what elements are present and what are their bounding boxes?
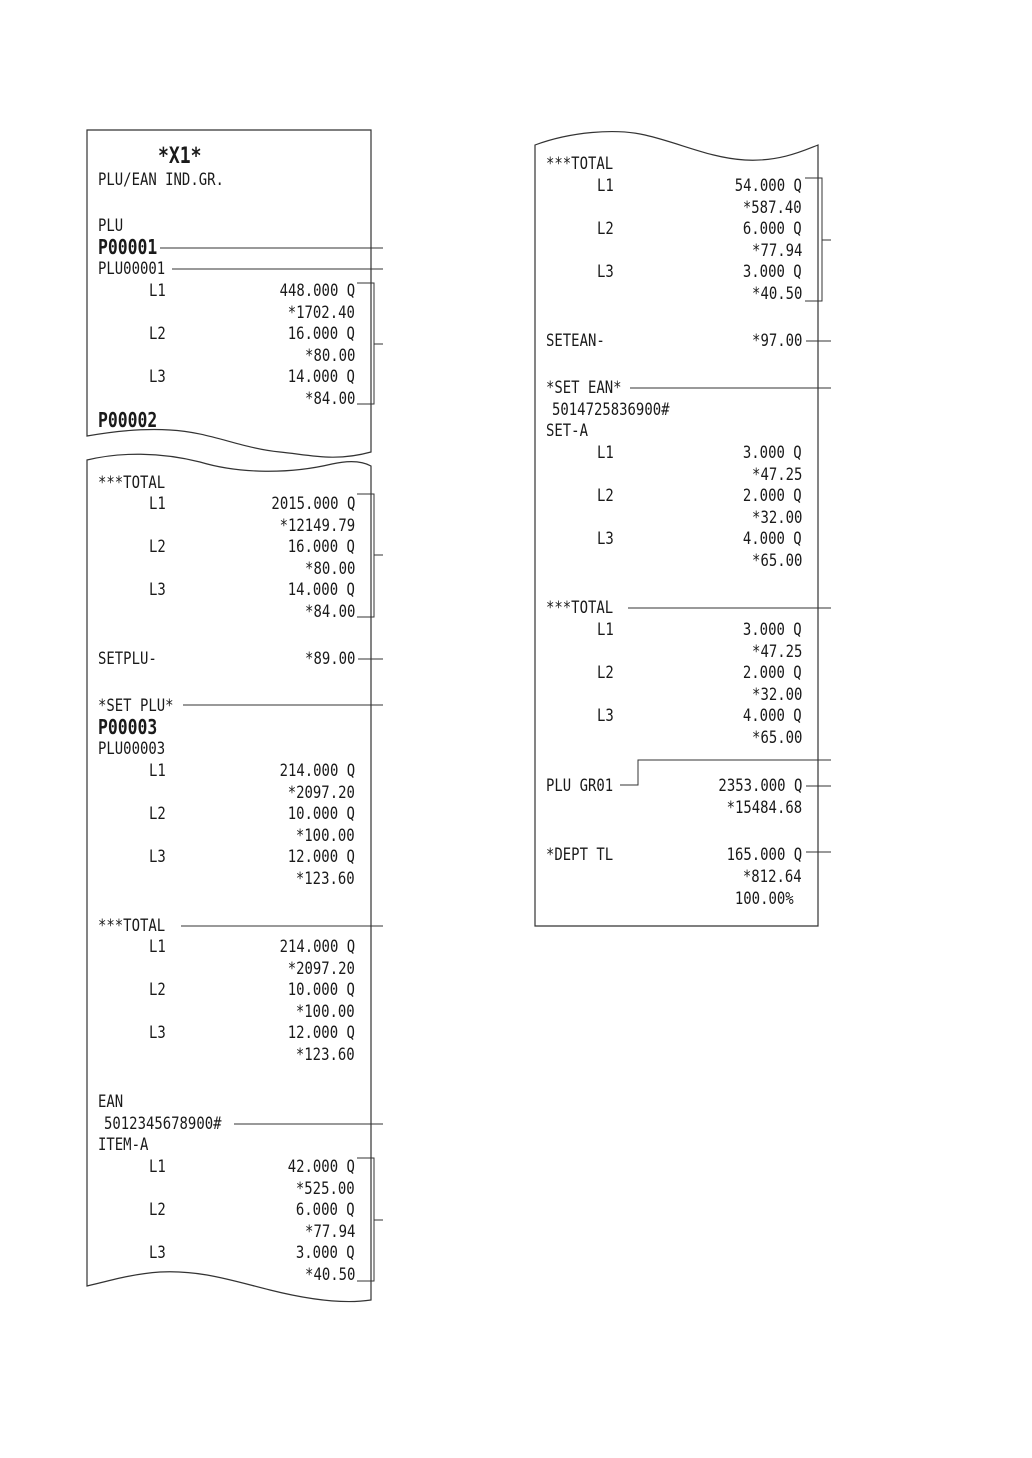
dept-tl-qty: 165.000 Q <box>726 845 802 865</box>
row-amount: *80.00 <box>304 346 355 366</box>
setean-label: SETEAN- <box>546 331 605 351</box>
row-amount: *84.00 <box>304 389 355 409</box>
row-label: L2 <box>149 980 166 1000</box>
row-amount: *40.50 <box>304 1265 355 1285</box>
set-plu-label: *SET PLU* <box>98 696 174 716</box>
row-amount: *80.00 <box>304 559 355 579</box>
row-amount: *2097.20 <box>287 959 355 979</box>
row-qty: 6.000 Q <box>743 219 802 239</box>
setean-amount: *97.00 <box>751 331 802 351</box>
setplu-label: SETPLU- <box>98 649 157 669</box>
plu-code: P00002 <box>98 408 158 432</box>
row-amount: *65.00 <box>751 551 802 571</box>
dept-tl-amount: *812.64 <box>743 867 802 887</box>
setplu-amount: *89.00 <box>304 649 355 669</box>
row-qty: 42.000 Q <box>287 1157 355 1177</box>
row-amount: *2097.20 <box>287 783 355 803</box>
row-amount: *47.25 <box>751 642 802 662</box>
row-label: L3 <box>597 262 614 282</box>
item-name: ITEM-A <box>98 1135 149 1155</box>
row-qty: 214.000 Q <box>279 937 355 957</box>
row-qty: 10.000 Q <box>287 980 355 1000</box>
dept-tl-percent: 100.00% <box>735 889 794 909</box>
row-label: L1 <box>597 443 614 463</box>
row-amount: *587.40 <box>743 198 802 218</box>
report-name: PLU/EAN IND.GR. <box>98 170 224 190</box>
row-amount: *84.00 <box>304 602 355 622</box>
item-name: SET-A <box>546 421 588 441</box>
row-label: L3 <box>149 1023 166 1043</box>
row-qty: 14.000 Q <box>287 580 355 600</box>
row-qty: 6.000 Q <box>296 1200 355 1220</box>
row-qty: 3.000 Q <box>743 262 802 282</box>
row-qty: 3.000 Q <box>743 443 802 463</box>
plu-group-label: PLU GR01 <box>546 776 614 796</box>
row-label: L2 <box>149 804 166 824</box>
row-amount: *40.50 <box>751 284 802 304</box>
row-label: L2 <box>149 1200 166 1220</box>
row-amount: *47.25 <box>751 465 802 485</box>
row-qty: 14.000 Q <box>287 367 355 387</box>
plu-name: PLU00003 <box>98 739 166 759</box>
section-label: PLU <box>98 216 124 236</box>
row-qty: 16.000 Q <box>287 537 355 557</box>
report-title: *X1* <box>158 144 202 169</box>
row-amount: *525.00 <box>296 1179 355 1199</box>
row-qty: 4.000 Q <box>743 706 802 726</box>
row-label: L3 <box>597 529 614 549</box>
row-qty: 16.000 Q <box>287 324 355 344</box>
row-label: L1 <box>597 620 614 640</box>
row-label: L2 <box>597 486 614 506</box>
row-label: L2 <box>149 537 166 557</box>
row-label: L3 <box>149 847 166 867</box>
row-amount: *77.94 <box>751 241 802 261</box>
row-label: L2 <box>597 663 614 683</box>
total-label: ***TOTAL <box>98 473 166 493</box>
row-label: L1 <box>149 1157 166 1177</box>
row-label: L1 <box>597 176 614 196</box>
total-label: ***TOTAL <box>546 598 614 618</box>
row-qty: 4.000 Q <box>743 529 802 549</box>
row-qty: 3.000 Q <box>296 1243 355 1263</box>
row-label: L1 <box>149 937 166 957</box>
row-label: L3 <box>149 367 166 387</box>
row-label: L1 <box>149 494 166 514</box>
row-amount: *65.00 <box>751 728 802 748</box>
row-amount: *1702.40 <box>287 303 355 323</box>
plu-name: PLU00001 <box>98 259 166 279</box>
row-amount: *123.60 <box>296 1045 355 1065</box>
row-qty: 2015.000 Q <box>271 494 355 514</box>
row-amount: *32.00 <box>751 508 802 528</box>
plu-code: P00001 <box>98 235 158 259</box>
row-label: L1 <box>149 761 166 781</box>
row-qty: 12.000 Q <box>287 847 355 867</box>
row-amount: *32.00 <box>751 685 802 705</box>
row-qty: 12.000 Q <box>287 1023 355 1043</box>
row-amount: *100.00 <box>296 1002 355 1022</box>
row-amount: *100.00 <box>296 826 355 846</box>
row-qty: 10.000 Q <box>287 804 355 824</box>
ean-label: EAN <box>98 1092 124 1112</box>
row-qty: 2.000 Q <box>743 663 802 683</box>
set-ean-label: *SET EAN* <box>546 378 622 398</box>
row-amount: *77.94 <box>304 1222 355 1242</box>
plu-group-qty: 2353.000 Q <box>718 776 802 796</box>
row-label: L2 <box>149 324 166 344</box>
ean-code: 5014725836900# <box>552 400 670 420</box>
plu-group-amount: *15484.68 <box>726 798 802 818</box>
row-qty: 54.000 Q <box>734 176 802 196</box>
row-amount: *123.60 <box>296 869 355 889</box>
row-label: L3 <box>149 1243 166 1263</box>
row-amount: *12149.79 <box>279 516 355 536</box>
row-label: L3 <box>597 706 614 726</box>
row-label: L1 <box>149 281 166 301</box>
total-label: ***TOTAL <box>546 154 614 174</box>
row-qty: 3.000 Q <box>743 620 802 640</box>
dept-tl-label: *DEPT TL <box>546 845 614 865</box>
row-qty: 2.000 Q <box>743 486 802 506</box>
row-qty: 448.000 Q <box>279 281 355 301</box>
row-label: L3 <box>149 580 166 600</box>
total-label: ***TOTAL <box>98 916 166 936</box>
plu-code: P00003 <box>98 715 158 739</box>
row-qty: 214.000 Q <box>279 761 355 781</box>
ean-code: 5012345678900# <box>104 1114 222 1134</box>
row-label: L2 <box>597 219 614 239</box>
